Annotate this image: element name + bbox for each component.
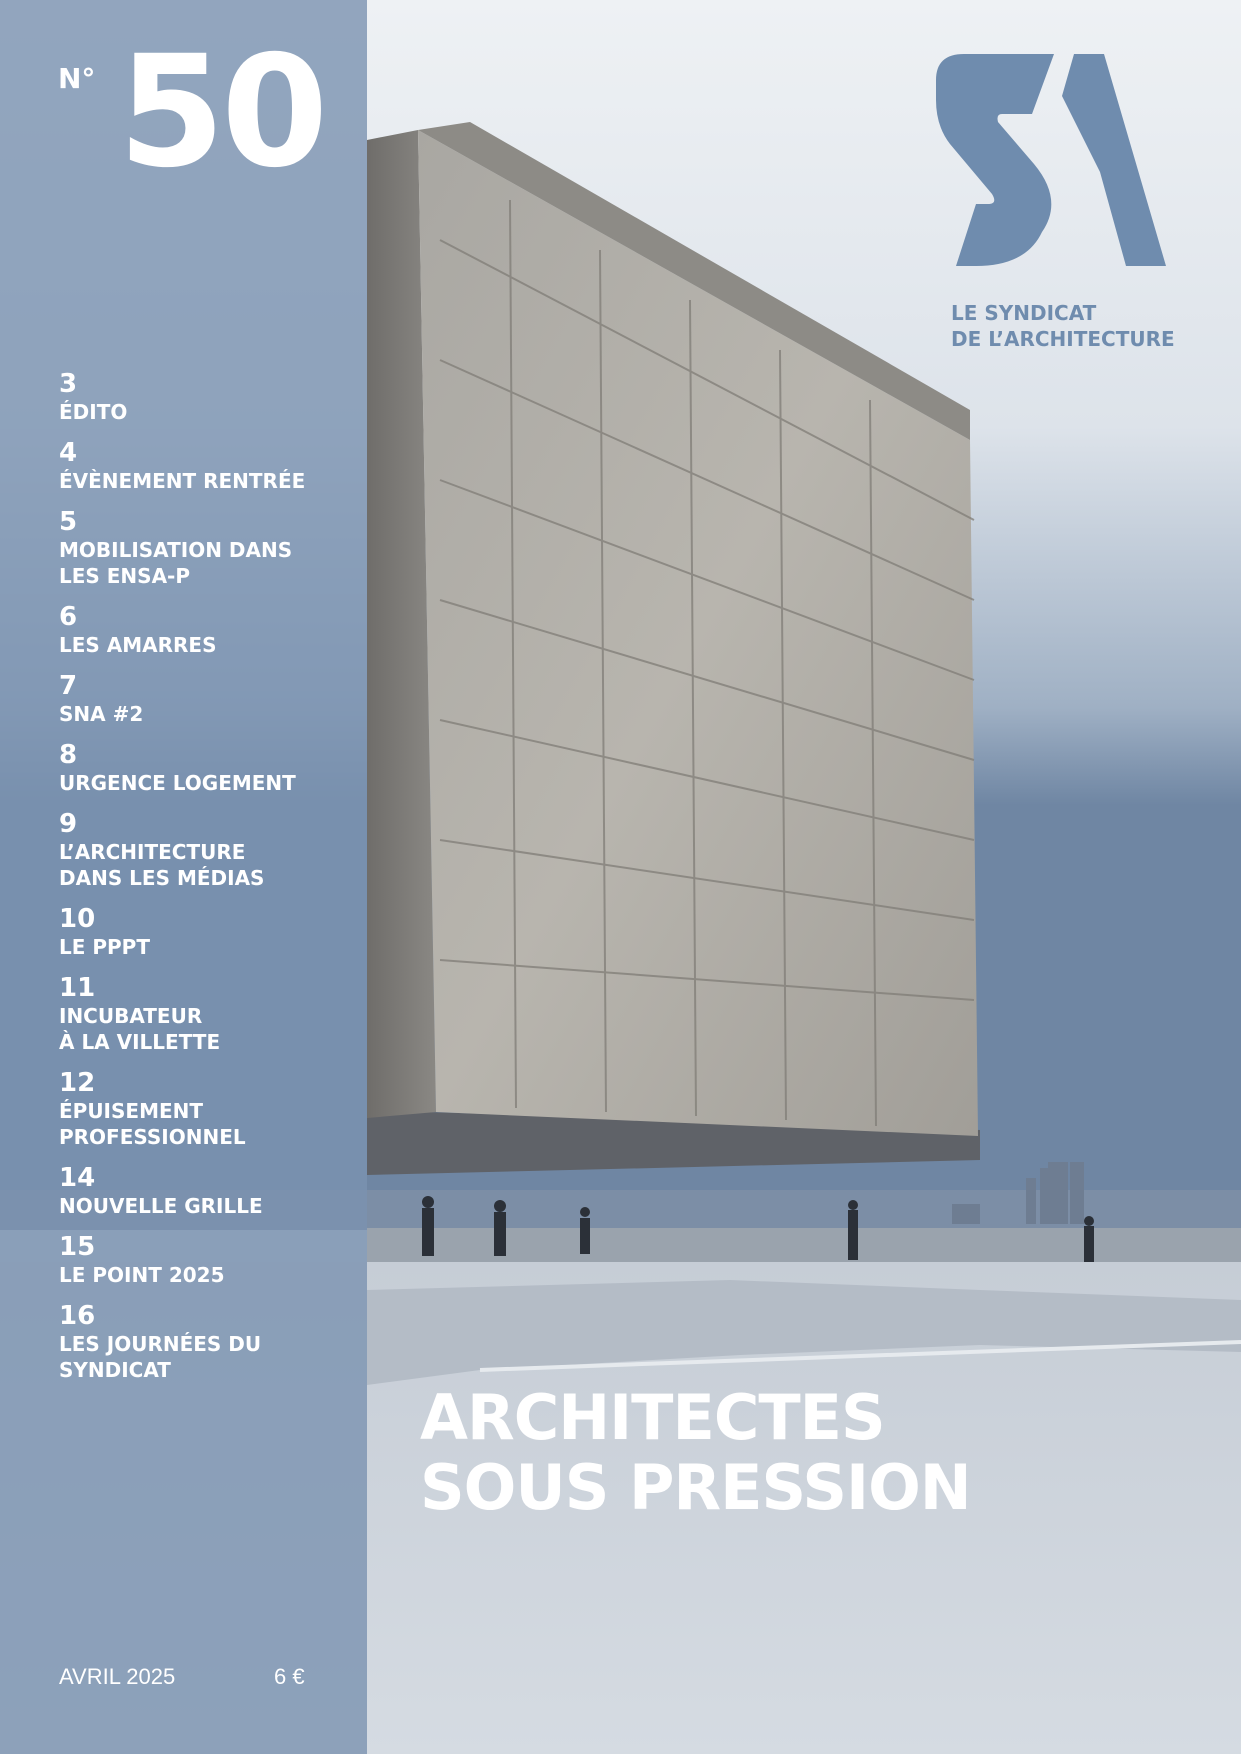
toc-title: URGENCE LOGEMENT	[59, 771, 296, 795]
publisher-name: LE SYNDICAT DE L’ARCHITECTURE	[951, 301, 1175, 351]
toc-page-number: 8	[59, 740, 78, 770]
toc-entry-edito	[59, 369, 359, 425]
toc-title: ÉVÈNEMENT RENTRÉE	[59, 469, 306, 493]
toc-title: ÉPUISEMENT PROFESSIONNEL	[59, 1099, 246, 1149]
toc-entry-urgence-logement	[59, 740, 359, 796]
toc-entry-architecture-medias	[59, 809, 359, 891]
toc-page-number: 5	[59, 507, 78, 537]
toc-page-number: 6	[59, 602, 78, 632]
toc-title: INCUBATEUR À LA VILLETTE	[59, 1004, 221, 1054]
toc-page-number: 9	[59, 809, 78, 839]
toc-title: LES AMARRES	[59, 633, 217, 657]
toc-title: LES JOURNÉES DU SYNDICAT	[59, 1332, 262, 1382]
logo-letter-s	[936, 54, 1054, 266]
toc-page-number: 3	[59, 369, 78, 399]
toc-entry-mobilisation	[59, 507, 359, 589]
toc-entry-epuisement	[59, 1068, 359, 1150]
issue-date: AVRIL 2025	[59, 1664, 176, 1689]
toc-title: LE PPPT	[59, 935, 150, 959]
toc-page-number: 10	[59, 904, 96, 934]
toc-title: L’ARCHITECTURE DANS LES MÉDIAS	[59, 840, 265, 890]
toc-title: SNA #2	[59, 702, 144, 726]
toc-page-number: 7	[59, 671, 78, 701]
toc-title: ÉDITO	[59, 400, 128, 424]
sidebar-panel	[0, 0, 367, 1754]
toc-page-number: 16	[59, 1301, 96, 1331]
toc-title: LE POINT 2025	[59, 1263, 225, 1287]
toc-entry-incubateur	[59, 973, 359, 1055]
toc-entry-sna-2	[59, 671, 359, 727]
toc-entry-le-pppt	[59, 904, 359, 960]
cover-headline: ARCHITECTES SOUS PRESSION	[420, 1381, 971, 1524]
toc-page-number: 11	[59, 973, 96, 1003]
toc-entry-journees-du-syndicat	[59, 1301, 359, 1383]
sa-logo	[936, 52, 1166, 268]
toc-title: NOUVELLE GRILLE	[59, 1194, 263, 1218]
toc-page-number: 15	[59, 1232, 96, 1262]
toc-page-number: 4	[59, 438, 78, 468]
issue-number-prefix: N°	[58, 62, 96, 95]
toc-page-number: 14	[59, 1163, 96, 1193]
issue-number: 50	[118, 23, 325, 202]
table-of-contents	[59, 369, 359, 1396]
toc-entry-evenement-rentree	[59, 438, 359, 494]
logo-letter-a	[1062, 54, 1166, 266]
toc-title: MOBILISATION DANS LES ENSA-P	[59, 538, 293, 588]
toc-entry-le-point-2025	[59, 1232, 359, 1288]
toc-entry-les-amarres	[59, 602, 359, 658]
toc-page-number: 12	[59, 1068, 96, 1098]
issue-price: 6 €	[274, 1664, 305, 1689]
toc-entry-nouvelle-grille	[59, 1163, 359, 1219]
